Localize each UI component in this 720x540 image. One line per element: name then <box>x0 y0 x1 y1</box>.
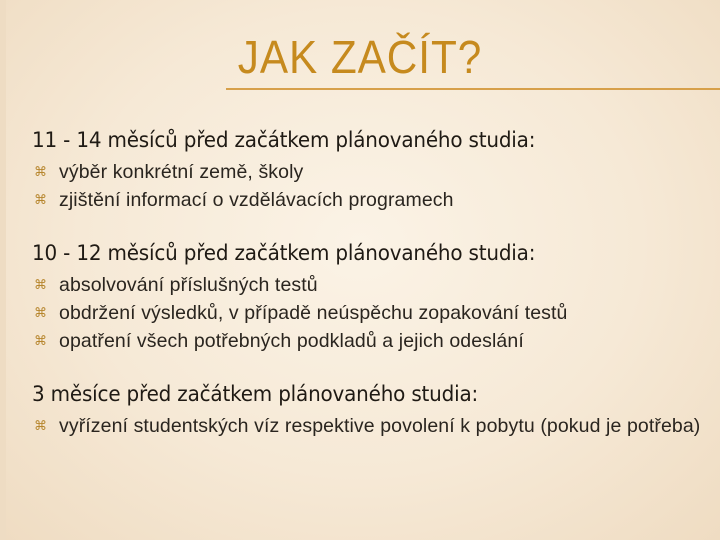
list-item <box>32 271 712 299</box>
list-item <box>32 186 712 214</box>
list-item <box>32 158 712 186</box>
bullet-list <box>32 271 712 355</box>
x-bullet-icon: ⌘ <box>34 192 48 207</box>
section-10-12-months <box>32 239 712 355</box>
left-frame-strip <box>0 0 6 540</box>
list-item-text: zjištění informací o vzdělávacích programech <box>59 189 454 211</box>
section-heading: 3 měsíce před začátkem plánovaného studia: <box>32 382 479 406</box>
slide-content <box>32 126 712 465</box>
bullet-list <box>32 412 712 440</box>
section-heading: 11 - 14 měsíců před začátkem plánovaného studia: <box>32 128 536 152</box>
section-heading: 10 - 12 měsíců před začátkem plánovaného studia: <box>32 241 536 265</box>
bullet-list <box>32 158 712 214</box>
list-item <box>32 327 712 355</box>
section-3-months <box>32 380 712 440</box>
list-item-text: obdržení výsledků, v případě neúspěchu zopakování testů <box>59 302 568 324</box>
list-item-text: výběr konkrétní země, školy <box>59 161 304 183</box>
list-item-text: vyřízení studentských víz respektive povolení k pobytu (pokud je potřeba) <box>59 415 701 437</box>
list-item-text: absolvování příslušných testů <box>59 274 318 296</box>
list-item <box>32 299 712 327</box>
x-bullet-icon: ⌘ <box>34 418 48 433</box>
x-bullet-icon: ⌘ <box>34 164 48 179</box>
x-bullet-icon: ⌘ <box>34 333 48 348</box>
section-11-14-months <box>32 126 712 214</box>
title-underline <box>226 88 720 90</box>
page-title: JAK ZAČÍT? <box>237 31 483 83</box>
list-item-text: opatření všech potřebných podkladů a jejich odeslání <box>59 330 524 352</box>
x-bullet-icon: ⌘ <box>34 277 48 292</box>
x-bullet-icon: ⌘ <box>34 305 48 320</box>
list-item <box>32 412 712 440</box>
